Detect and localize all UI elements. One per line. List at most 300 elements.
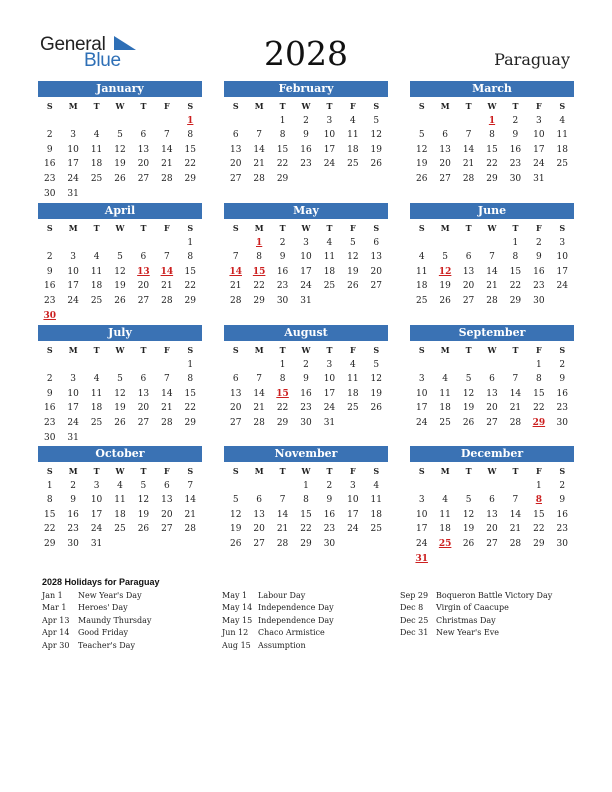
day-cell: 29	[486, 173, 498, 184]
day-cell: 23	[43, 295, 56, 306]
logo-word-blue: Blue	[84, 50, 121, 71]
day-cell: 9	[559, 495, 566, 506]
day-cell: 27	[486, 538, 498, 549]
day-cell: 18	[90, 281, 103, 292]
day-cell: 27	[439, 173, 451, 184]
holiday-name: Chaco Armistice	[258, 628, 325, 638]
day-cell: 19	[370, 388, 382, 399]
empty-day-cell	[224, 236, 247, 251]
day-cell: 10	[347, 495, 359, 506]
weekday-header: F	[350, 466, 356, 476]
day-cell: 26	[229, 538, 242, 549]
day-cell: 7	[187, 480, 194, 491]
empty-day-cell	[410, 358, 433, 373]
day-cell: 23	[276, 281, 289, 292]
empty-day-cell	[132, 114, 155, 129]
month-title: November	[224, 446, 388, 462]
weekday-header: F	[536, 101, 542, 111]
day-cell: 16	[43, 159, 56, 170]
holiday-row	[42, 641, 151, 653]
day-cell: 6	[232, 374, 239, 385]
empty-day-cell	[38, 114, 61, 129]
holiday-day-cell: 15	[276, 388, 289, 399]
day-cell: 20	[137, 403, 150, 414]
weekday-header: S	[418, 345, 425, 355]
day-cell: 9	[46, 266, 53, 277]
day-cell: 25	[90, 173, 103, 184]
day-cell: 18	[347, 144, 359, 155]
day-cell: 20	[161, 509, 173, 520]
day-cell: 20	[462, 281, 475, 292]
day-cell: 26	[462, 538, 475, 549]
weekday-header: M	[254, 101, 264, 111]
day-cell: 15	[43, 509, 56, 520]
day-cell: 16	[67, 509, 79, 520]
holiday-day-cell: 13	[137, 266, 150, 277]
holiday-date: Jan 1	[42, 591, 63, 600]
weekday-header: W	[487, 345, 497, 355]
day-cell: 7	[489, 252, 495, 263]
day-cell: 19	[114, 159, 126, 170]
day-cell: 7	[465, 130, 472, 141]
weekday-header: F	[164, 466, 170, 476]
day-cell: 1	[187, 359, 194, 370]
day-cell: 28	[229, 295, 242, 306]
day-cell: 1	[512, 237, 519, 248]
empty-day-cell	[224, 358, 247, 373]
day-cell: 25	[347, 403, 359, 414]
day-cell: 28	[253, 173, 265, 184]
weekday-header: M	[254, 466, 264, 476]
holiday-date: Aug 15	[222, 640, 251, 650]
empty-day-cell	[155, 358, 178, 373]
day-cell: 13	[253, 509, 265, 520]
holiday-day-cell: 14	[229, 266, 242, 277]
day-cell: 12	[137, 495, 150, 506]
empty-day-cell	[457, 479, 480, 494]
day-cell: 22	[509, 281, 522, 292]
holiday-date: May 14	[222, 603, 253, 613]
month-title: September	[410, 325, 574, 341]
day-cell: 13	[370, 252, 382, 263]
month-july	[38, 325, 202, 445]
day-cell: 1	[303, 480, 309, 491]
empty-day-cell	[224, 479, 247, 494]
empty-day-cell	[457, 236, 480, 251]
day-cell: 25	[370, 524, 382, 535]
weekday-header: S	[559, 345, 566, 355]
weekday-header: W	[301, 466, 311, 476]
day-cell: 15	[276, 144, 289, 155]
day-cell: 26	[114, 173, 126, 184]
day-cell: 2	[512, 115, 519, 126]
day-cell: 10	[556, 252, 568, 263]
empty-day-cell	[433, 114, 456, 129]
day-cell: 16	[43, 281, 56, 292]
month-january	[38, 81, 202, 201]
day-cell: 28	[161, 417, 173, 428]
day-cell: 28	[161, 295, 173, 306]
day-cell: 2	[535, 237, 542, 248]
day-cell: 12	[370, 374, 382, 385]
day-cell: 21	[184, 509, 196, 520]
day-cell: 14	[276, 509, 289, 520]
day-cell: 5	[117, 252, 123, 263]
day-cell: 17	[67, 403, 79, 414]
weekday-header: M	[68, 223, 78, 233]
day-cell: 8	[187, 130, 194, 141]
day-cell: 25	[415, 295, 428, 306]
day-cell: 27	[161, 524, 173, 535]
weekday-header: T	[465, 223, 472, 233]
weekday-header: M	[440, 101, 450, 111]
holiday-day-cell: 1	[488, 115, 496, 126]
day-cell: 23	[300, 159, 312, 170]
day-cell: 6	[163, 480, 170, 491]
weekday-header: T	[512, 466, 519, 476]
holiday-row	[222, 628, 334, 640]
day-cell: 12	[415, 144, 428, 155]
day-cell: 27	[229, 417, 242, 428]
weekday-header: W	[115, 101, 125, 111]
day-cell: 24	[67, 295, 79, 306]
holiday-day-cell: 25	[438, 538, 452, 549]
day-cell: 27	[253, 538, 265, 549]
empty-day-cell	[61, 236, 84, 251]
day-cell: 14	[184, 495, 196, 506]
day-cell: 2	[46, 374, 53, 385]
day-cell: 12	[114, 266, 126, 277]
day-cell: 11	[439, 509, 451, 520]
day-cell: 15	[184, 266, 196, 277]
holiday-name: Good Friday	[78, 628, 129, 638]
day-cell: 10	[67, 388, 79, 399]
day-cell: 15	[486, 144, 498, 155]
holiday-name: Boqueron Battle Victory Day	[436, 591, 553, 600]
day-cell: 27	[462, 295, 475, 306]
weekday-header: M	[68, 101, 78, 111]
holiday-row	[42, 628, 151, 640]
day-cell: 5	[140, 480, 147, 491]
weekday-header: T	[512, 101, 519, 111]
weekday-header: W	[301, 223, 311, 233]
weekday-header: S	[46, 223, 53, 233]
day-cell: 10	[323, 130, 336, 141]
day-cell: 31	[67, 432, 79, 443]
day-cell: 30	[323, 538, 336, 549]
weekday-header: W	[115, 466, 125, 476]
weekday-header: S	[418, 101, 425, 111]
day-cell: 2	[559, 480, 566, 491]
day-cell: 4	[93, 374, 100, 385]
day-cell: 19	[114, 403, 126, 414]
day-cell: 2	[70, 480, 76, 491]
day-cell: 1	[535, 480, 542, 491]
weekday-header: T	[465, 101, 472, 111]
empty-day-cell	[410, 236, 433, 251]
day-cell: 3	[535, 115, 542, 126]
day-cell: 14	[509, 388, 522, 399]
day-cell: 2	[46, 252, 53, 263]
day-cell: 18	[90, 159, 103, 170]
day-cell: 26	[370, 403, 382, 414]
day-cell: 30	[43, 188, 56, 199]
day-cell: 1	[279, 359, 286, 370]
day-cell: 28	[184, 524, 196, 535]
weekday-header: F	[350, 101, 356, 111]
day-cell: 16	[43, 403, 56, 414]
empty-day-cell	[155, 114, 178, 129]
day-cell: 18	[323, 266, 336, 277]
day-cell: 11	[90, 388, 103, 399]
empty-day-cell	[457, 114, 480, 129]
month-title: January	[38, 81, 202, 97]
day-cell: 23	[556, 524, 568, 535]
day-cell: 11	[323, 252, 336, 263]
day-cell: 13	[137, 144, 150, 155]
day-cell: 24	[300, 281, 312, 292]
day-cell: 17	[347, 509, 359, 520]
day-cell: 19	[347, 266, 359, 277]
day-cell: 8	[187, 252, 194, 263]
empty-day-cell	[85, 236, 108, 251]
day-cell: 9	[535, 252, 542, 263]
day-grid	[38, 464, 202, 552]
day-cell: 8	[256, 252, 262, 263]
day-cell: 5	[465, 374, 472, 385]
day-cell: 21	[161, 281, 173, 292]
weekday-header: S	[559, 223, 566, 233]
month-april	[38, 203, 202, 323]
day-cell: 9	[70, 495, 76, 506]
day-cell: 29	[43, 538, 56, 549]
weekday-header: T	[465, 345, 472, 355]
empty-day-cell	[132, 358, 155, 373]
day-cell: 24	[67, 173, 79, 184]
day-cell: 29	[184, 295, 196, 306]
day-cell: 19	[415, 159, 428, 170]
day-cell: 26	[439, 295, 451, 306]
day-cell: 22	[184, 281, 196, 292]
day-cell: 3	[349, 480, 356, 491]
holiday-date: Apr 14	[42, 628, 70, 638]
day-grid	[224, 99, 388, 187]
day-cell: 9	[46, 144, 53, 155]
empty-day-cell	[504, 479, 527, 494]
day-cell: 6	[140, 374, 147, 385]
day-cell: 11	[114, 495, 126, 506]
day-cell: 28	[486, 295, 498, 306]
day-cell: 25	[114, 524, 126, 535]
empty-day-cell	[271, 479, 294, 494]
month-title: May	[224, 203, 388, 219]
day-cell: 29	[184, 417, 196, 428]
holiday-row	[222, 591, 334, 603]
holiday-row	[400, 628, 552, 640]
day-cell: 4	[93, 252, 100, 263]
day-cell: 8	[512, 252, 519, 263]
day-cell: 14	[161, 388, 173, 399]
empty-day-cell	[480, 236, 503, 251]
holiday-date: Sep 29	[400, 591, 429, 600]
day-cell: 8	[489, 130, 495, 141]
day-cell: 11	[439, 388, 451, 399]
day-cell: 19	[229, 524, 242, 535]
empty-day-cell	[433, 479, 456, 494]
day-cell: 13	[486, 509, 498, 520]
day-cell: 25	[323, 281, 336, 292]
day-cell: 30	[300, 417, 312, 428]
calendar-year: 2028	[264, 34, 348, 73]
empty-day-cell	[38, 236, 61, 251]
weekday-header: W	[115, 345, 125, 355]
day-cell: 16	[300, 144, 312, 155]
day-cell: 17	[323, 388, 336, 399]
day-cell: 4	[442, 495, 448, 506]
day-cell: 10	[67, 266, 79, 277]
day-cell: 16	[509, 144, 522, 155]
day-cell: 2	[46, 130, 53, 141]
month-title: February	[224, 81, 388, 97]
empty-day-cell	[108, 358, 131, 373]
weekday-header: S	[373, 101, 380, 111]
day-grid	[224, 343, 388, 431]
day-cell: 26	[114, 417, 126, 428]
holidays-title: 2028 Holidays for Paraguay	[42, 577, 160, 587]
empty-day-cell	[457, 358, 480, 373]
empty-day-cell	[410, 479, 433, 494]
weekday-header: T	[326, 466, 333, 476]
empty-day-cell	[108, 114, 131, 129]
country-name: Paraguay	[494, 50, 570, 69]
day-cell: 9	[303, 130, 309, 141]
day-cell: 29	[184, 173, 196, 184]
weekday-header: F	[536, 466, 542, 476]
day-cell: 30	[533, 295, 545, 306]
empty-day-cell	[155, 236, 178, 251]
day-cell: 11	[90, 144, 103, 155]
day-cell: 7	[163, 374, 170, 385]
day-cell: 7	[163, 252, 170, 263]
weekday-header: S	[187, 101, 194, 111]
day-cell: 7	[512, 495, 519, 506]
weekday-header: T	[140, 101, 147, 111]
day-cell: 23	[43, 173, 56, 184]
day-cell: 5	[465, 495, 472, 506]
day-cell: 12	[462, 388, 475, 399]
day-cell: 23	[323, 524, 336, 535]
holiday-date: Apr 13	[42, 615, 70, 625]
day-cell: 5	[373, 359, 380, 370]
day-cell: 9	[512, 130, 519, 141]
day-cell: 8	[187, 374, 194, 385]
day-cell: 25	[347, 159, 359, 170]
weekday-header: F	[164, 223, 170, 233]
empty-day-cell	[247, 114, 270, 129]
weekday-header: T	[512, 223, 519, 233]
day-cell: 18	[439, 403, 451, 414]
day-cell: 2	[303, 359, 309, 370]
weekday-header: W	[487, 101, 497, 111]
empty-day-cell	[504, 358, 527, 373]
day-cell: 9	[279, 252, 286, 263]
weekday-header: F	[536, 223, 542, 233]
day-cell: 17	[323, 144, 336, 155]
day-cell: 7	[232, 252, 239, 263]
day-cell: 20	[137, 281, 150, 292]
holiday-name: Virgin of Caacupe	[436, 603, 509, 613]
day-grid	[38, 343, 202, 445]
weekday-header: S	[46, 466, 53, 476]
day-cell: 12	[462, 509, 475, 520]
day-cell: 5	[373, 115, 380, 126]
month-october	[38, 446, 202, 552]
holiday-day-cell: 31	[415, 553, 428, 564]
day-cell: 19	[462, 403, 475, 414]
day-cell: 18	[439, 524, 451, 535]
day-cell: 31	[533, 173, 545, 184]
holiday-row	[42, 616, 151, 628]
day-cell: 8	[303, 495, 309, 506]
day-cell: 26	[462, 417, 475, 428]
weekday-header: T	[279, 466, 286, 476]
holiday-day-cell: 30	[43, 310, 56, 321]
day-cell: 13	[462, 266, 475, 277]
day-cell: 24	[415, 538, 428, 549]
weekday-header: S	[187, 466, 194, 476]
day-cell: 14	[253, 144, 265, 155]
holiday-column	[42, 591, 151, 653]
day-cell: 28	[276, 538, 289, 549]
day-cell: 4	[349, 359, 356, 370]
empty-day-cell	[61, 114, 84, 129]
day-cell: 15	[300, 509, 312, 520]
day-cell: 28	[253, 417, 265, 428]
day-cell: 13	[229, 388, 242, 399]
day-cell: 31	[323, 417, 336, 428]
day-cell: 20	[253, 524, 265, 535]
holiday-name: Maundy Thursday	[78, 615, 152, 625]
day-cell: 2	[559, 359, 566, 370]
day-cell: 12	[229, 509, 242, 520]
day-cell: 8	[46, 495, 53, 506]
day-cell: 22	[276, 403, 289, 414]
day-cell: 17	[556, 266, 568, 277]
empty-day-cell	[61, 358, 84, 373]
empty-day-cell	[480, 358, 503, 373]
day-cell: 4	[418, 252, 425, 263]
day-cell: 15	[533, 509, 545, 520]
day-cell: 29	[276, 417, 289, 428]
day-cell: 26	[415, 173, 428, 184]
day-cell: 17	[90, 509, 103, 520]
day-cell: 14	[462, 144, 475, 155]
day-cell: 5	[117, 374, 123, 385]
day-grid	[38, 221, 202, 323]
holiday-day-cell: 29	[532, 417, 546, 428]
day-cell: 9	[559, 374, 566, 385]
weekday-header: S	[373, 466, 380, 476]
day-cell: 21	[253, 159, 265, 170]
day-cell: 10	[415, 509, 428, 520]
day-cell: 6	[232, 130, 239, 141]
empty-day-cell	[480, 479, 503, 494]
day-cell: 19	[370, 144, 382, 155]
day-cell: 10	[415, 388, 428, 399]
day-cell: 1	[187, 237, 194, 248]
day-cell: 11	[347, 130, 359, 141]
day-cell: 12	[347, 252, 359, 263]
